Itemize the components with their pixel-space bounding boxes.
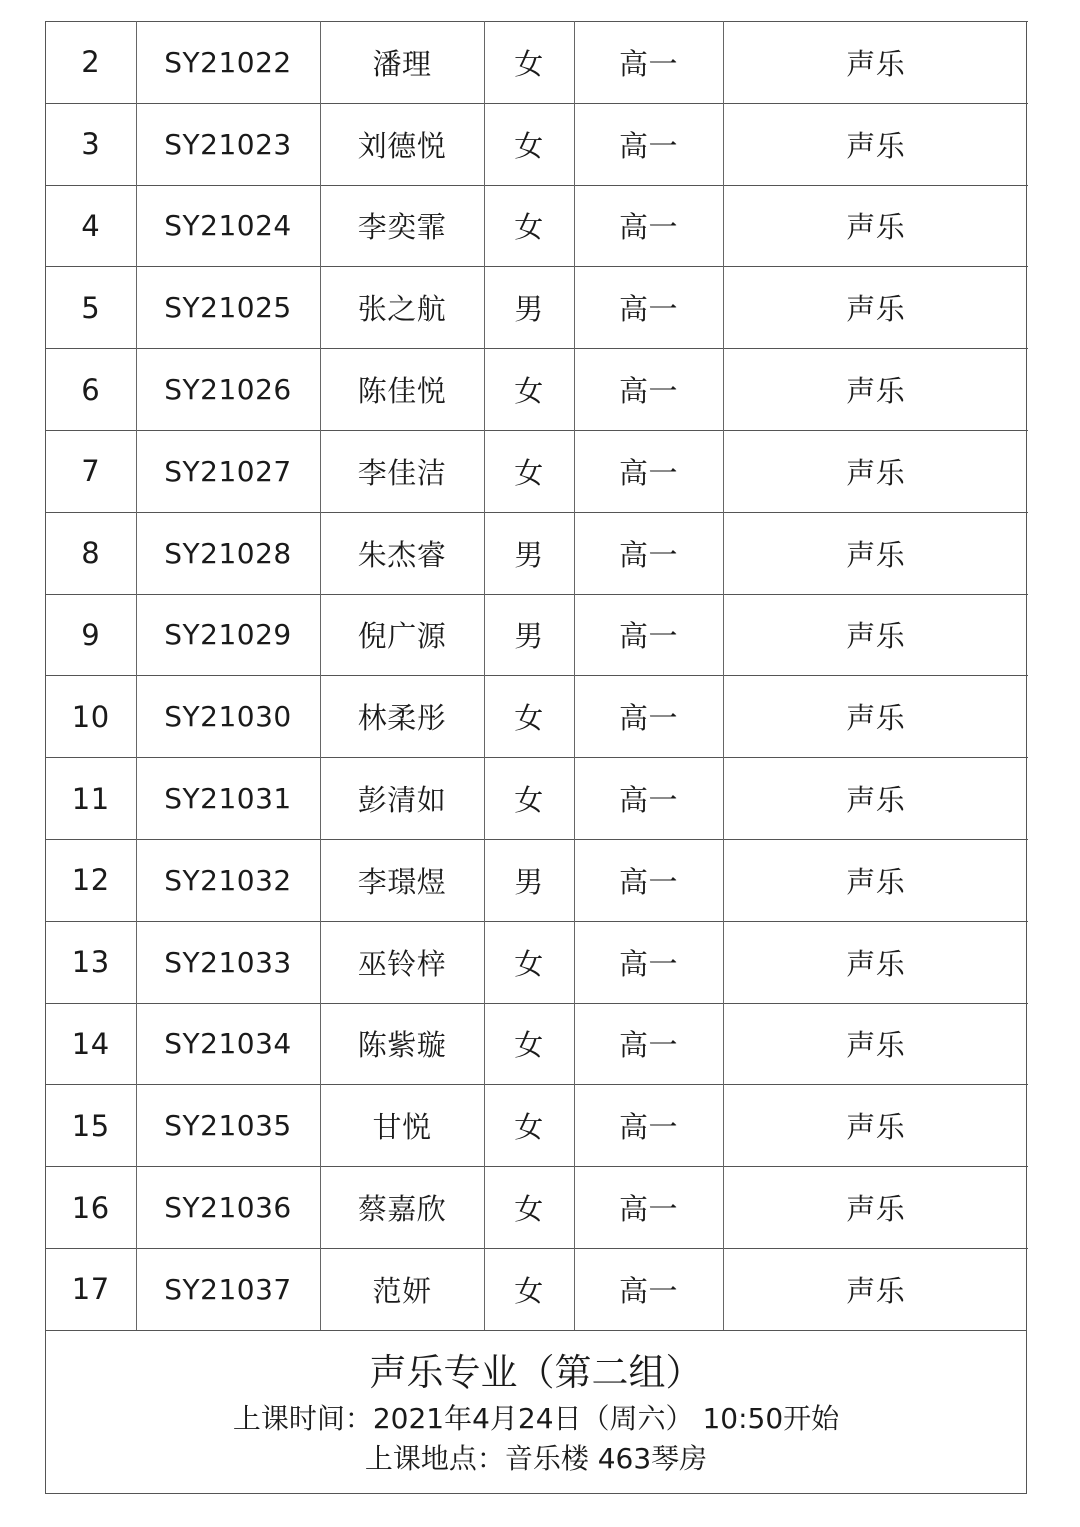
- student-id: SY21026: [136, 349, 320, 431]
- student-major: 声乐: [723, 22, 1028, 104]
- student-major: 声乐: [723, 1248, 1028, 1329]
- student-gender: 女: [484, 1003, 574, 1085]
- student-gender: 男: [484, 594, 574, 676]
- student-gender: 女: [484, 103, 574, 185]
- table-row: [46, 267, 1028, 349]
- row-number: 7: [46, 430, 136, 512]
- student-grade: 高一: [574, 839, 723, 921]
- student-major: 声乐: [723, 1003, 1028, 1085]
- student-name: 陈佳悦: [320, 349, 484, 431]
- student-grade: 高一: [574, 512, 723, 594]
- student-name: 李奕霏: [320, 185, 484, 267]
- row-number: 2: [46, 22, 136, 104]
- class-time: 上课时间：2021年4月24日（周六） 10:50开始: [232, 1401, 840, 1435]
- student-gender: 女: [484, 1167, 574, 1249]
- class-location: 上课地点：音乐楼 463琴房: [364, 1441, 708, 1475]
- student-major: 声乐: [723, 594, 1028, 676]
- student-name: 倪广源: [320, 594, 484, 676]
- student-table: [46, 21, 1028, 1330]
- student-name: 陈紫璇: [320, 1003, 484, 1085]
- student-major: 声乐: [723, 758, 1028, 840]
- student-gender: 女: [484, 22, 574, 104]
- table-row: [46, 349, 1028, 431]
- row-number: 6: [46, 349, 136, 431]
- student-name: 朱杰睿: [320, 512, 484, 594]
- row-number: 13: [46, 921, 136, 1003]
- student-id: SY21034: [136, 1003, 320, 1085]
- row-number: 8: [46, 512, 136, 594]
- student-id: SY21030: [136, 676, 320, 758]
- student-grade: 高一: [574, 921, 723, 1003]
- table-row: [46, 22, 1028, 104]
- table-row: [46, 430, 1028, 512]
- student-grade: 高一: [574, 1167, 723, 1249]
- roster-sheet: [45, 21, 1027, 1494]
- student-table-body: [46, 22, 1028, 1330]
- table-row: [46, 512, 1028, 594]
- student-major: 声乐: [723, 430, 1028, 512]
- student-major: 声乐: [723, 921, 1028, 1003]
- student-grade: 高一: [574, 430, 723, 512]
- row-number: 12: [46, 839, 136, 921]
- student-grade: 高一: [574, 185, 723, 267]
- student-id: SY21031: [136, 758, 320, 840]
- row-number: 17: [46, 1248, 136, 1329]
- student-major: 声乐: [723, 1167, 1028, 1249]
- student-major: 声乐: [723, 676, 1028, 758]
- table-row: [46, 1248, 1028, 1329]
- student-id: SY21037: [136, 1248, 320, 1329]
- group-info: [46, 1330, 1026, 1493]
- student-grade: 高一: [574, 267, 723, 349]
- student-grade: 高一: [574, 758, 723, 840]
- row-number: 5: [46, 267, 136, 349]
- row-number: 10: [46, 676, 136, 758]
- table-row: [46, 1085, 1028, 1167]
- student-id: SY21028: [136, 512, 320, 594]
- table-row: [46, 185, 1028, 267]
- student-id: SY21023: [136, 103, 320, 185]
- row-number: 9: [46, 594, 136, 676]
- student-grade: 高一: [574, 1248, 723, 1329]
- student-major: 声乐: [723, 512, 1028, 594]
- student-id: SY21022: [136, 22, 320, 104]
- student-gender: 女: [484, 921, 574, 1003]
- student-name: 彭清如: [320, 758, 484, 840]
- student-name: 林柔彤: [320, 676, 484, 758]
- student-grade: 高一: [574, 103, 723, 185]
- student-id: SY21024: [136, 185, 320, 267]
- student-grade: 高一: [574, 1003, 723, 1085]
- student-gender: 女: [484, 758, 574, 840]
- row-number: 11: [46, 758, 136, 840]
- student-id: SY21027: [136, 430, 320, 512]
- student-gender: 男: [484, 267, 574, 349]
- student-gender: 女: [484, 349, 574, 431]
- row-number: 14: [46, 1003, 136, 1085]
- student-name: 张之航: [320, 267, 484, 349]
- student-gender: 女: [484, 676, 574, 758]
- student-id: SY21032: [136, 839, 320, 921]
- table-row: [46, 1167, 1028, 1249]
- student-id: SY21029: [136, 594, 320, 676]
- student-grade: 高一: [574, 22, 723, 104]
- row-number: 3: [46, 103, 136, 185]
- student-id: SY21025: [136, 267, 320, 349]
- student-name: 李璟煜: [320, 839, 484, 921]
- row-number: 16: [46, 1167, 136, 1249]
- student-id: SY21036: [136, 1167, 320, 1249]
- student-name: 李佳洁: [320, 430, 484, 512]
- table-row: [46, 839, 1028, 921]
- student-gender: 女: [484, 430, 574, 512]
- student-name: 刘德悦: [320, 103, 484, 185]
- student-grade: 高一: [574, 349, 723, 431]
- table-row: [46, 758, 1028, 840]
- student-id: SY21033: [136, 921, 320, 1003]
- student-gender: 女: [484, 1085, 574, 1167]
- student-major: 声乐: [723, 103, 1028, 185]
- group-title: 声乐专业（第二组）: [369, 1350, 703, 1394]
- student-name: 潘理: [320, 22, 484, 104]
- table-row: [46, 921, 1028, 1003]
- student-major: 声乐: [723, 267, 1028, 349]
- student-gender: 女: [484, 1248, 574, 1329]
- student-major: 声乐: [723, 185, 1028, 267]
- student-major: 声乐: [723, 349, 1028, 431]
- student-id: SY21035: [136, 1085, 320, 1167]
- table-row: [46, 1003, 1028, 1085]
- table-row: [46, 594, 1028, 676]
- student-grade: 高一: [574, 594, 723, 676]
- student-name: 范妍: [320, 1248, 484, 1329]
- table-row: [46, 103, 1028, 185]
- row-number: 4: [46, 185, 136, 267]
- student-gender: 女: [484, 185, 574, 267]
- row-number: 15: [46, 1085, 136, 1167]
- student-grade: 高一: [574, 676, 723, 758]
- student-major: 声乐: [723, 839, 1028, 921]
- table-row: [46, 676, 1028, 758]
- student-major: 声乐: [723, 1085, 1028, 1167]
- student-gender: 男: [484, 839, 574, 921]
- student-name: 蔡嘉欣: [320, 1167, 484, 1249]
- student-grade: 高一: [574, 1085, 723, 1167]
- student-name: 巫铃梓: [320, 921, 484, 1003]
- student-gender: 男: [484, 512, 574, 594]
- student-name: 甘悦: [320, 1085, 484, 1167]
